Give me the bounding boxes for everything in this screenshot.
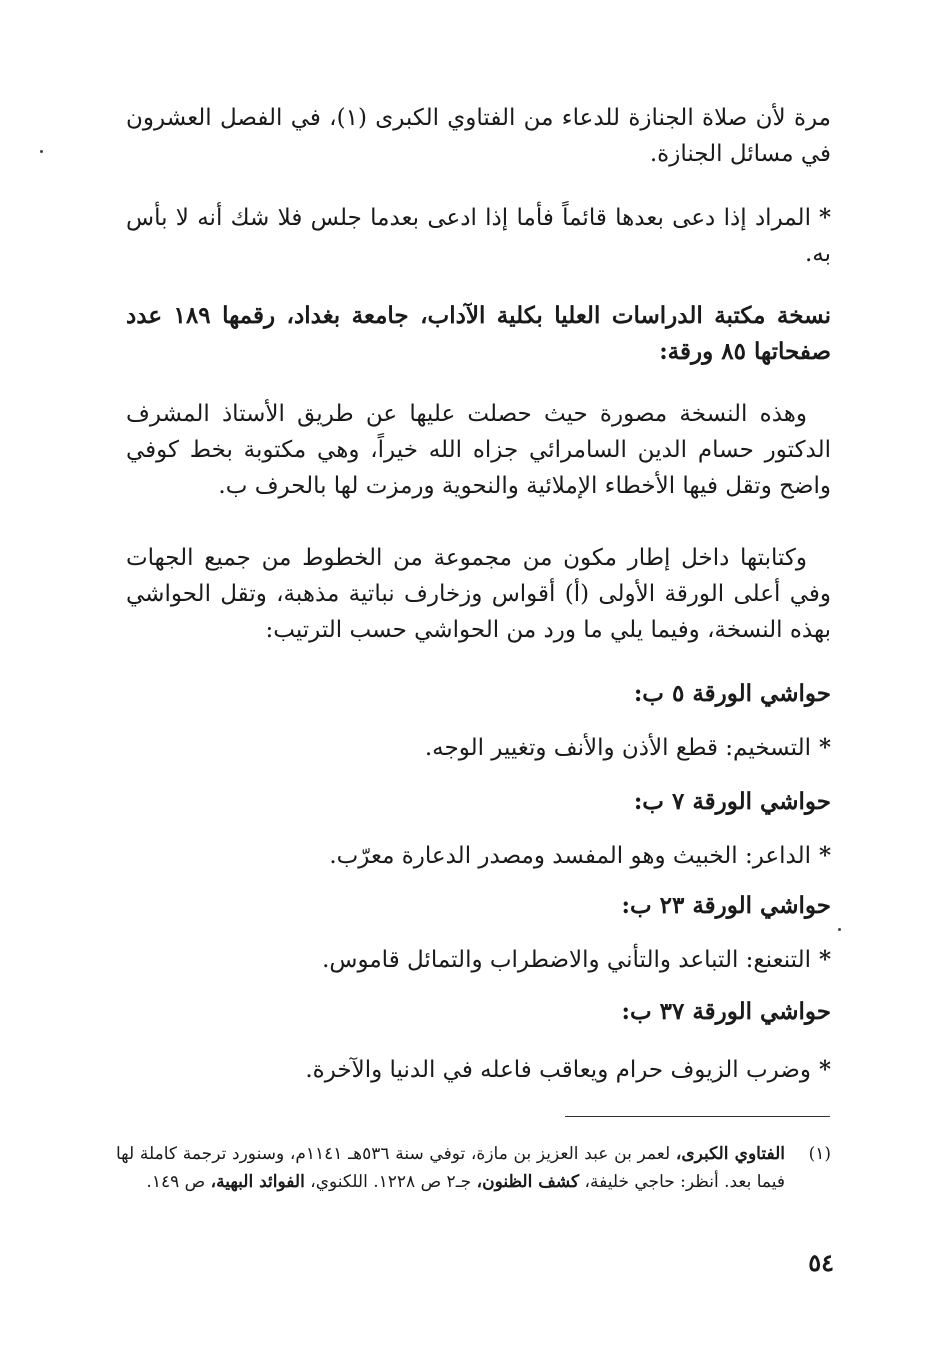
star-bullet-icon: *	[818, 1056, 831, 1083]
star-bullet-icon: *	[818, 842, 831, 869]
footnote-number: (١)	[808, 1144, 831, 1164]
paragraph-note	[126, 200, 831, 272]
star-bullet-icon: *	[818, 946, 831, 973]
section-heading-3: حواشي الورقة ٢٣ ب:	[621, 892, 831, 919]
footnote-divider	[565, 1116, 830, 1117]
section-item-text: وضرب الزيوف حرام ويعاقب فاعله في الدنيا والآخرة.	[305, 1057, 811, 1083]
footnote-text-3: ص ١٤٩.	[146, 1172, 206, 1192]
paragraph-description	[126, 396, 831, 504]
paragraph-description-text: وهذه النسخة مصورة حيث حصلت عليها عن طريق الأستاذ المشرف الدكتور حسام الدين السامرائي جزاه الله خيراً، وهي مكتوبة بخط كوفي واضح وتقل فيها الأخطاء الإملائية والنحوية ورمزت لها بالحرف ب.	[126, 401, 831, 499]
section-heading-4: حواشي الورقة ٣٧ ب:	[621, 998, 831, 1025]
footnote-text-1: لعمر بن عبد العزيز بن مازة، توفي سنة ٥٣٦هـ ١١٤١م، وسنورد ترجمة كاملة لها فيما بعد. أنظر: حاجي خليفة،	[116, 1144, 785, 1192]
section-item-text: التسخيم: قطع الأذن والأنف وتغيير الوجه.	[424, 735, 811, 761]
section-item-text: التنعنع: التباعد والتأني والاضطراب والتمائل قاموس.	[322, 947, 811, 973]
paragraph-frame-text: وكتابتها داخل إطار مكون من مجموعة من الخطوط من جميع الجهات وفي أعلى الورقة الأولى (أ) أقواس وزخارف نباتية مذهبة، وتقل الحواشي بهذه النسخة، وفيما يلي ما ورد من الحواشي حسب الترتيب:	[126, 545, 831, 643]
footnote-ref-1: كشف الظنون،	[476, 1172, 580, 1192]
section-item-3	[126, 942, 831, 978]
paragraph-intro	[126, 100, 831, 172]
paragraph-note-text: المراد إذا دعى بعدها قائماً فأما إذا ادعى بعدما جلس فلا شك أنه لا بأس به.	[126, 205, 831, 267]
footnote-ref-2: الفوائد البهية،	[210, 1172, 305, 1192]
section-item-2	[126, 838, 831, 874]
paragraph-frame	[126, 540, 831, 648]
paragraph-intro-text: مرة لأن صلاة الجنازة للدعاء من الفتاوي الكبرى (١)، في الفصل العشرون في مسائل الجنازة.	[126, 105, 832, 167]
star-bullet-icon: *	[818, 204, 831, 231]
footnote-title: الفتاوي الكبرى،	[675, 1144, 785, 1164]
star-bullet-icon: *	[818, 734, 831, 761]
scan-speck	[40, 150, 43, 153]
footnote-body	[116, 1140, 785, 1196]
footnote	[116, 1140, 831, 1196]
section-item-text: الداعر: الخبيث وهو المفسد ومصدر الدعارة معرّب.	[329, 843, 811, 869]
section-item-1	[126, 730, 831, 766]
scan-speck	[838, 928, 841, 931]
section-heading-1: حواشي الورقة ٥ ب:	[633, 680, 831, 707]
page-number: ٥٤	[808, 1248, 834, 1277]
footnote-text-2: جـ٢ ص ١٢٢٨. اللكنوي،	[310, 1172, 472, 1192]
manuscript-heading	[126, 298, 831, 370]
section-item-4	[126, 1052, 831, 1088]
manuscript-heading-text: نسخة مكتبة الدراسات العليا بكلية الآداب، جامعة بغداد، رقمها ١٨٩ عدد صفحاتها ٨٥ ورقة:	[126, 302, 832, 365]
section-heading-2: حواشي الورقة ٧ ب:	[633, 788, 831, 815]
